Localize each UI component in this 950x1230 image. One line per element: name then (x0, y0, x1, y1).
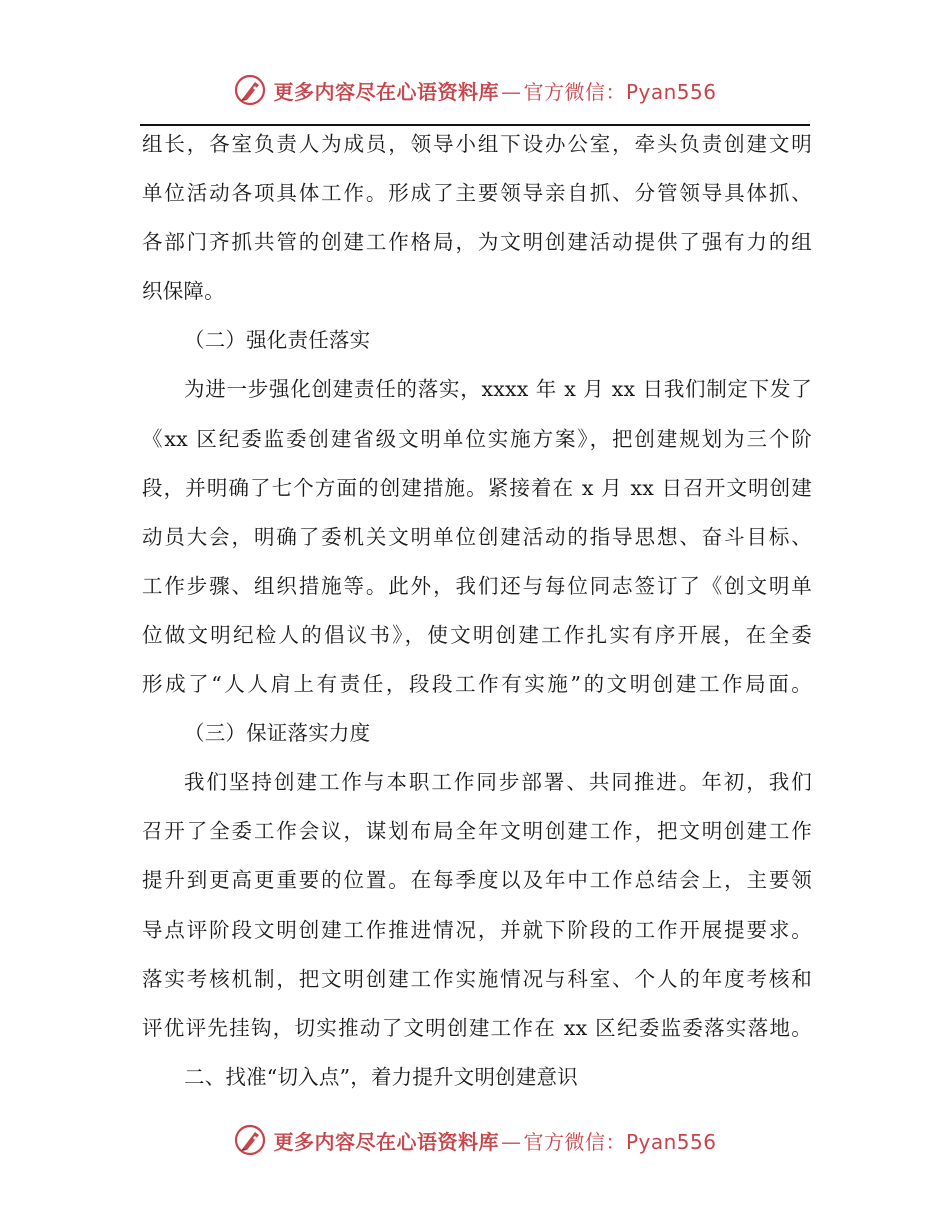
section-heading: 二、找准“切入点”，着力提升文明创建意识 (184, 1064, 578, 1089)
header-wechat-text: 官方微信：Pyan556 (523, 79, 717, 104)
body-line: 召开了全委工作会议，谋划布局全年文明创建工作，把文明创建工作 (142, 819, 812, 844)
body-line: 段，并明确了七个方面的创建措施。紧接着在 x 月 xx 日召开文明创建 (142, 475, 812, 500)
header-promo (273, 76, 716, 105)
body-line: 提升到更高更重要的位置。在每季度以及年中工作总结会上，主要领 (142, 868, 812, 893)
body-line: 落实考核机制，把文明创建工作实施情况与科室、个人的年度考核和 (142, 966, 812, 991)
section-heading: （三）保证落实力度 (184, 721, 371, 746)
body-line: 评优评先挂钩，切实推动了文明创建工作在 xx 区纪委监委落实落地。 (142, 1015, 812, 1040)
body-line: 组长，各室负责人为成员，领导小组下设办公室，牵头负责创建文明 (142, 132, 812, 156)
footer-promo-text: 更多内容尽在心语资料库 (273, 1129, 499, 1154)
pen-nib-icon (233, 1123, 267, 1157)
body-line: 为进一步强化创建责任的落实，xxxx 年 x 月 xx 日我们制定下发了 (184, 377, 812, 402)
body-line: 形成了“人人肩上有责任，段段工作有实施”的文明创建工作局面。 (142, 672, 812, 697)
body-line: 我们坚持创建工作与本职工作同步部署、共同推进。年初，我们 (184, 770, 812, 795)
body-line: 《xx 区纪委监委创建省级文明单位实施方案》，把创建规划为三个阶 (142, 426, 812, 451)
footer-banner (0, 1118, 950, 1162)
header-promo-text: 更多内容尽在心语资料库 (273, 79, 499, 104)
body-line: 位做文明纪检人的倡议书》，使文明创建工作扎实有序开展，在全委 (142, 622, 812, 647)
document-body (142, 120, 812, 1102)
body-line: 导点评阶段文明创建工作推进情况，并就下阶段的工作开展提要求。 (142, 917, 812, 942)
body-line: 单位活动各项具体工作。形成了主要领导亲自抓、分管领导具体抓、 (142, 181, 812, 206)
body-line: 各部门齐抓共管的创建工作格局，为文明创建活动提供了强有力的组 (142, 230, 812, 255)
footer-promo (273, 1126, 716, 1155)
header-separator: — (500, 79, 522, 104)
body-line: 动员大会，明确了委机关文明单位创建活动的指导思想、奋斗目标、 (142, 524, 812, 549)
header-banner (0, 68, 950, 112)
pen-nib-icon (233, 73, 267, 107)
footer-separator: — (500, 1129, 522, 1154)
footer-wechat-text: 官方微信：Pyan556 (523, 1129, 717, 1154)
section-heading: （二）强化责任落实 (184, 328, 371, 353)
body-line: 织保障。 (142, 279, 225, 304)
body-line: 工作步骤、组织措施等。此外，我们还与每位同志签订了《创文明单 (142, 573, 812, 598)
